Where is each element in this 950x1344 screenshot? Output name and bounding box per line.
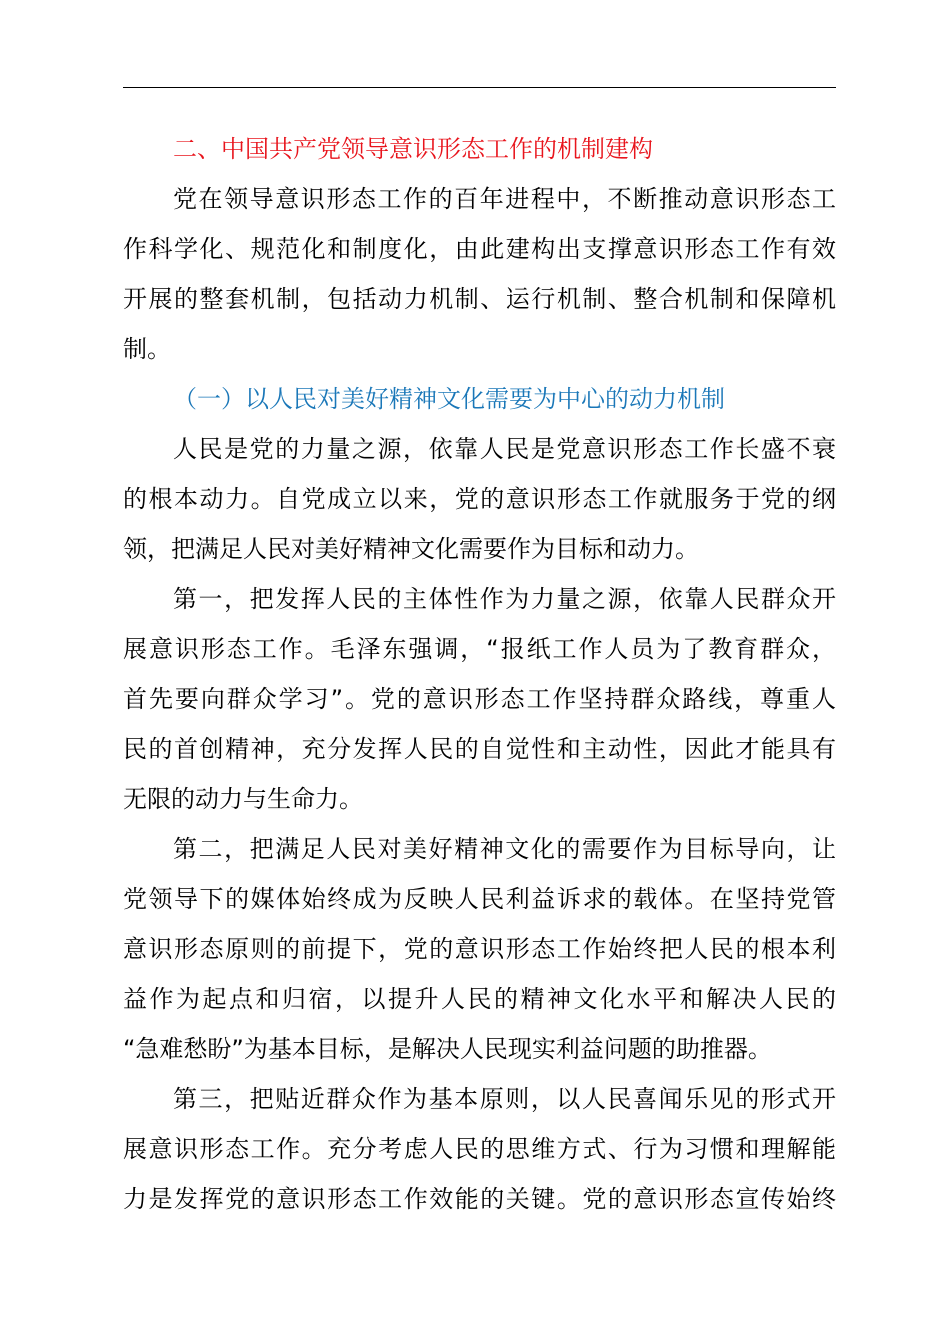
section-heading: 二、中国共产党领导意识形态工作的机制建构 [173, 135, 653, 163]
paragraph-line: 领，把满足人民对美好精神文化需要作为目标和动力。 [123, 535, 699, 563]
paragraph-line: “急难愁盼”为基本目标，是解决人民现实利益问题的助推器。 [123, 1035, 772, 1063]
paragraph-line: 第一，把发挥人民的主体性作为力量之源，依靠人民群众开 [173, 585, 836, 613]
paragraph [123, 574, 836, 824]
paragraph-line: 展意识形态工作。毛泽东强调，“报纸工作人员为了教育群众， [123, 635, 836, 663]
paragraph-line: 人民是党的力量之源，依靠人民是党意识形态工作长盛不衰 [173, 435, 836, 463]
paragraph-line: 第二，把满足人民对美好精神文化的需要作为目标导向，让 [173, 835, 836, 863]
paragraph-line: 无限的动力与生命力。 [123, 785, 363, 813]
paragraph-line: 益作为起点和归宿，以提升人民的精神文化水平和解决人民的 [123, 985, 836, 1013]
paragraph-line: 作科学化、规范化和制度化，由此建构出支撑意识形态工作有效 [123, 235, 836, 263]
document-body [123, 124, 836, 1224]
paragraph-line: 首先要向群众学习”。党的意识形态工作坚持群众路线，尊重人 [123, 685, 836, 713]
paragraph [123, 424, 836, 574]
paragraph-line: 党在领导意识形态工作的百年进程中，不断推动意识形态工 [173, 185, 836, 213]
paragraph-line: 的根本动力。自党成立以来，党的意识形态工作就服务于党的纲 [123, 485, 836, 513]
paragraph-line: 意识形态原则的前提下，党的意识形态工作始终把人民的根本利 [123, 935, 836, 963]
paragraph [123, 174, 836, 374]
paragraph-line: 展意识形态工作。充分考虑人民的思维方式、行为习惯和理解能 [123, 1135, 836, 1163]
paragraph-line: 制。 [123, 335, 171, 363]
paragraph-line: 力是发挥党的意识形态工作效能的关键。党的意识形态宣传始终 [123, 1185, 836, 1213]
header-rule [123, 87, 836, 88]
paragraph-line: 党领导下的媒体始终成为反映人民利益诉求的载体。在坚持党管 [123, 885, 836, 913]
paragraph [123, 1074, 836, 1224]
paragraph-line: 民的首创精神，充分发挥人民的自觉性和主动性，因此才能具有 [123, 735, 836, 763]
subsection-heading: （一）以人民对美好精神文化需要为中心的动力机制 [173, 385, 725, 413]
paragraph [123, 824, 836, 1074]
paragraph-line: 开展的整套机制，包括动力机制、运行机制、整合机制和保障机 [123, 285, 836, 313]
paragraph-line: 第三，把贴近群众作为基本原则，以人民喜闻乐见的形式开 [173, 1085, 836, 1113]
